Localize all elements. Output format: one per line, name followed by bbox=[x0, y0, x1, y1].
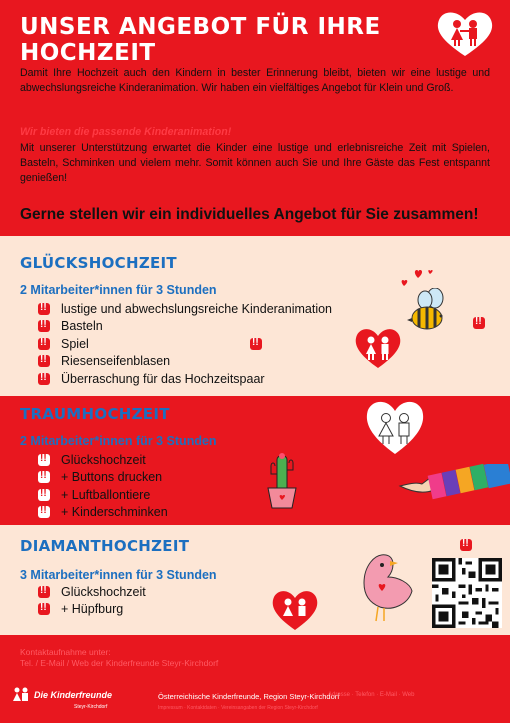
heart-bullet-icon bbox=[38, 320, 50, 332]
heart-bullet-icon bbox=[38, 303, 50, 315]
package-list bbox=[38, 300, 332, 388]
list-item: ǃǃ Basteln bbox=[38, 318, 332, 336]
package-subtitle: 2 Mitarbeiter*innen für 3 Stunden bbox=[20, 434, 217, 448]
heart-kids-icon bbox=[352, 326, 404, 370]
heart-bullet-icon bbox=[473, 316, 496, 334]
heart-bullet-icon bbox=[38, 506, 50, 518]
brand-logo bbox=[12, 687, 113, 710]
package-list bbox=[38, 583, 146, 618]
list-item: ǃǃ Glückshochzeit bbox=[38, 451, 168, 469]
heart-bullet-icon bbox=[250, 337, 273, 355]
package-title: DIAMANTHOCHZEIT bbox=[20, 537, 190, 555]
cactus-icon bbox=[262, 448, 302, 510]
heart-bullet-icon bbox=[38, 489, 50, 501]
header-section bbox=[0, 0, 510, 236]
heart-bullet-icon bbox=[460, 538, 483, 556]
list-item: ǃǃ + Buttons drucken bbox=[38, 469, 168, 487]
call-to-action: Gerne stellen wir ein individuelles Angebot für Sie zusammen! bbox=[20, 206, 479, 223]
organization-name: Österreichische Kinderfreunde, Region Steyr-Kirchdorf bbox=[158, 692, 340, 701]
package-list bbox=[38, 451, 168, 521]
organization-details: Adresse · Telefon · E-Mail · Web bbox=[328, 692, 415, 698]
heart-bullet-icon bbox=[38, 454, 50, 466]
heart-bullet-icon bbox=[38, 586, 50, 598]
heart-bullet-icon bbox=[38, 355, 50, 367]
intro-text: Damit Ihre Hochzeit auch den Kindern in bester Erinnerung bleibt, bieten wir eine lustige und abwechslungsreiche Kinderanimation. Wir haben ein vielfältiges Angebot für Klein und Groß. bbox=[20, 67, 490, 94]
kinderfreunde-logo-icon bbox=[12, 687, 30, 703]
list-item: ǃǃ + Hüpfburg bbox=[38, 601, 146, 619]
contact-line: Tel. / E-Mail / Web der Kinderfreunde Steyr-Kirchdorf bbox=[20, 658, 219, 668]
list-item: ǃǃ Riesenseifenblasen bbox=[38, 353, 332, 371]
list-item: ǃǃ Spiel bbox=[38, 335, 332, 353]
package-glueckshochzeit bbox=[0, 236, 510, 396]
heart-kids-icon bbox=[362, 398, 428, 456]
list-item: ǃǃ + Kinderschminken bbox=[38, 504, 168, 522]
heart-bullet-icon bbox=[38, 603, 50, 615]
bee-icon bbox=[405, 288, 455, 334]
heart-bullet-icon bbox=[38, 373, 50, 385]
list-item: ǃǃ Glückshochzeit bbox=[38, 583, 146, 601]
description-text: Mit unserer Unterstützung erwartet die Kinder eine lustige und erlebnisreiche Zeit mit Spielen, Basteln, Schminken und vielem mehr. Somit können auch Sie und Ihre Gäste das Fest entspannt genießen! bbox=[20, 142, 490, 184]
package-subtitle: 2 Mitarbeiter*innen für 3 Stunden bbox=[20, 283, 217, 297]
list-item: ǃǃ + Luftballontiere bbox=[38, 486, 168, 504]
brand-name: Die Kinderfreunde bbox=[34, 690, 113, 700]
package-diamanthochzeit bbox=[0, 525, 510, 635]
bird-icon bbox=[352, 547, 414, 623]
package-subtitle: 3 Mitarbeiter*innen für 3 Stunden bbox=[20, 568, 217, 582]
heart-bullet-icon bbox=[38, 471, 50, 483]
highlight-text: Wir bieten die passende Kinderanimation! bbox=[20, 126, 232, 138]
package-title: GLÜCKSHOCHZEIT bbox=[20, 254, 177, 272]
contact-line: Kontaktaufnahme unter: bbox=[20, 647, 111, 657]
heart-bullet-icon bbox=[38, 338, 50, 350]
heart-kids-icon bbox=[268, 588, 322, 632]
contact-info bbox=[20, 647, 218, 669]
footer bbox=[0, 635, 510, 723]
heart-kids-logo-icon bbox=[433, 8, 497, 58]
qr-code-icon[interactable] bbox=[432, 558, 502, 628]
hand-icon bbox=[398, 464, 510, 504]
organization-fine-print: Impressum · Kontaktdaten · Vereinsangaben der Region Steyr-Kirchdorf bbox=[158, 705, 318, 711]
page-title: UNSER ANGEBOT FÜR IHRE HOCHZEIT bbox=[20, 14, 381, 66]
list-item: ǃǃ lustige und abwechslungsreiche Kinderanimation bbox=[38, 300, 332, 318]
package-traumhochzeit bbox=[0, 396, 510, 525]
brand-subtitle: Steyr-Kirchdorf bbox=[74, 704, 108, 710]
list-item: ǃǃ Überraschung für das Hochzeitspaar bbox=[38, 370, 332, 388]
package-title: TRAUMHOCHZEIT bbox=[20, 405, 170, 423]
